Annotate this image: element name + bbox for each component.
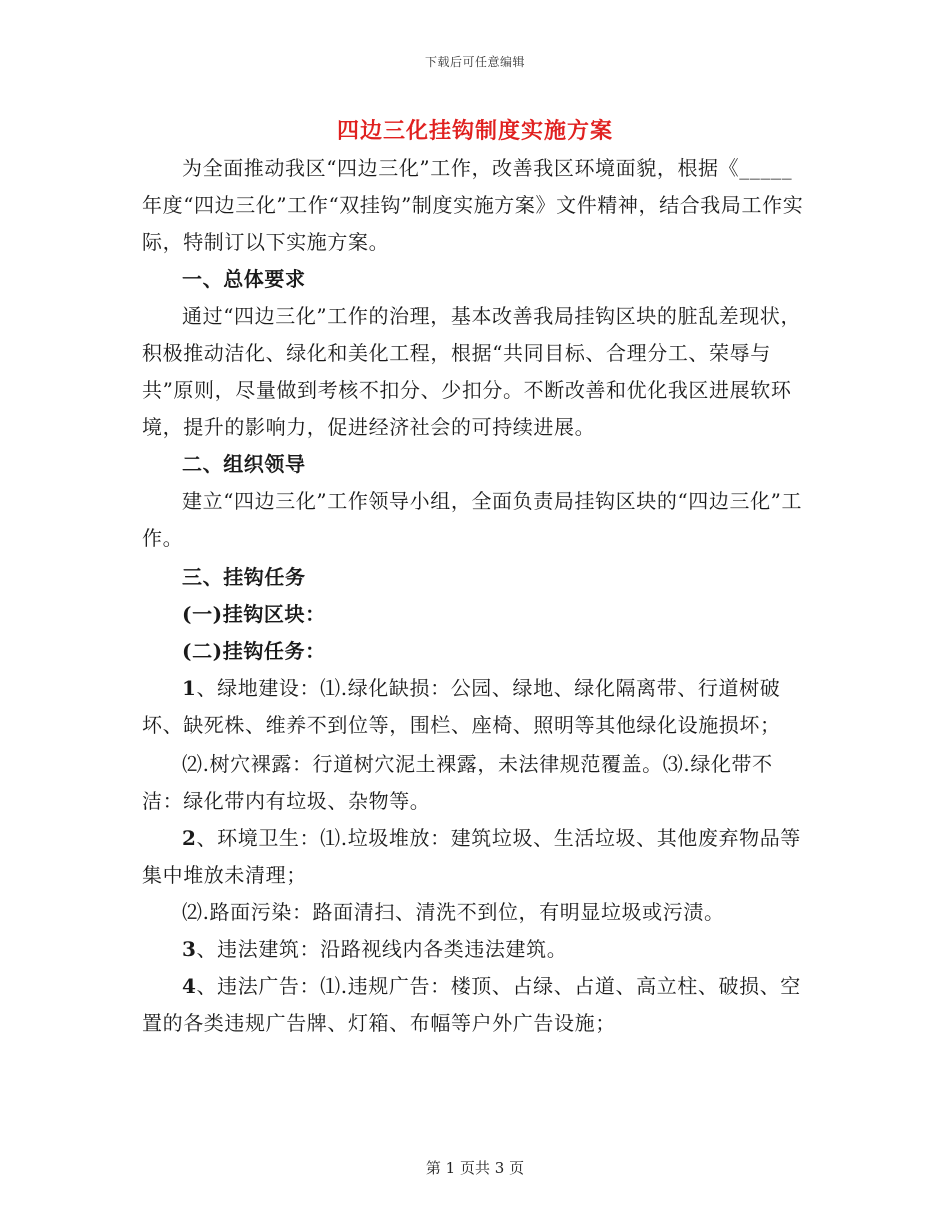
header-note: 下载后可任意编辑 bbox=[424, 55, 525, 69]
task-item-3-number: 3 bbox=[182, 937, 197, 961]
task-item-4-number: 4 bbox=[182, 974, 197, 998]
document-title: 四边三化挂钩制度实施方案 bbox=[336, 118, 613, 144]
document-body bbox=[142, 150, 810, 1042]
task-item-2-number: 2 bbox=[182, 826, 197, 850]
page-footer: 第 1 页共 3 页 bbox=[425, 1159, 525, 1177]
task-item-2 bbox=[142, 820, 810, 894]
task-item-3-text: 、违法建筑：沿路视线内各类违法建筑。 bbox=[196, 937, 568, 961]
task-item-1-number: 1 bbox=[182, 676, 197, 700]
section-heading-general: 一、总体要求 bbox=[182, 267, 306, 291]
intro-paragraph: 为全面推动我区“四边三化”工作，改善我区环境面貌，根据《_____年度“四边三化”工作“双挂钩”制度实施方案》文件精神，结合我局工作实际，特制订以下实施方案。 bbox=[142, 156, 804, 254]
task-item-2-text: 、环境卫生：⑴.垃圾堆放：建筑垃圾、生活垃圾、其他废弃物品等集中堆放未清理； bbox=[142, 826, 801, 887]
task-item-4 bbox=[142, 968, 810, 1042]
general-paragraph: 通过“四边三化”工作的治理，基本改善我局挂钩区块的脏乱差现状，积极推动洁化、绿化和美化工程，根据“共同目标、合理分工、荣辱与共”原则，尽量做到考核不扣分、少扣分。不断改善和优化我区进展软环境，提升的影响力，促进经济社会的可持续进展。 bbox=[142, 304, 802, 439]
task-item-1 bbox=[142, 670, 810, 744]
task-item-2-continued: ⑵.路面污染：路面清扫、清洗不到位，有明显垃圾或污渍。 bbox=[182, 900, 725, 924]
section-heading-organization: 二、组织领导 bbox=[182, 452, 306, 476]
task-item-3 bbox=[142, 931, 810, 968]
subheading-tasks: (二)挂钩任务： bbox=[182, 639, 326, 663]
section-heading-tasks: 三、挂钩任务 bbox=[182, 565, 306, 589]
task-item-4-text: 、违法广告：⑴.违规广告：楼顶、占绿、占道、高立柱、破损、空置的各类违规广告牌、灯箱、布幅等户外广告设施； bbox=[142, 974, 801, 1035]
task-item-1-continued: ⑵.树穴裸露：行道树穴泥土裸露，未法律规范覆盖。⑶.绿化带不洁：绿化带内有垃圾、杂物等。 bbox=[142, 752, 773, 813]
organization-paragraph: 建立“四边三化”工作领导小组，全面负责局挂钩区块的“四边三化”工作。 bbox=[142, 489, 803, 550]
subheading-blocks: (一)挂钩区块： bbox=[182, 602, 326, 626]
task-item-1-text: 、绿地建设：⑴.绿化缺损：公园、绿地、绿化隔离带、行道树破坏、缺死株、维养不到位等，围栏、座椅、照明等其他绿化设施损坏； bbox=[142, 676, 781, 737]
